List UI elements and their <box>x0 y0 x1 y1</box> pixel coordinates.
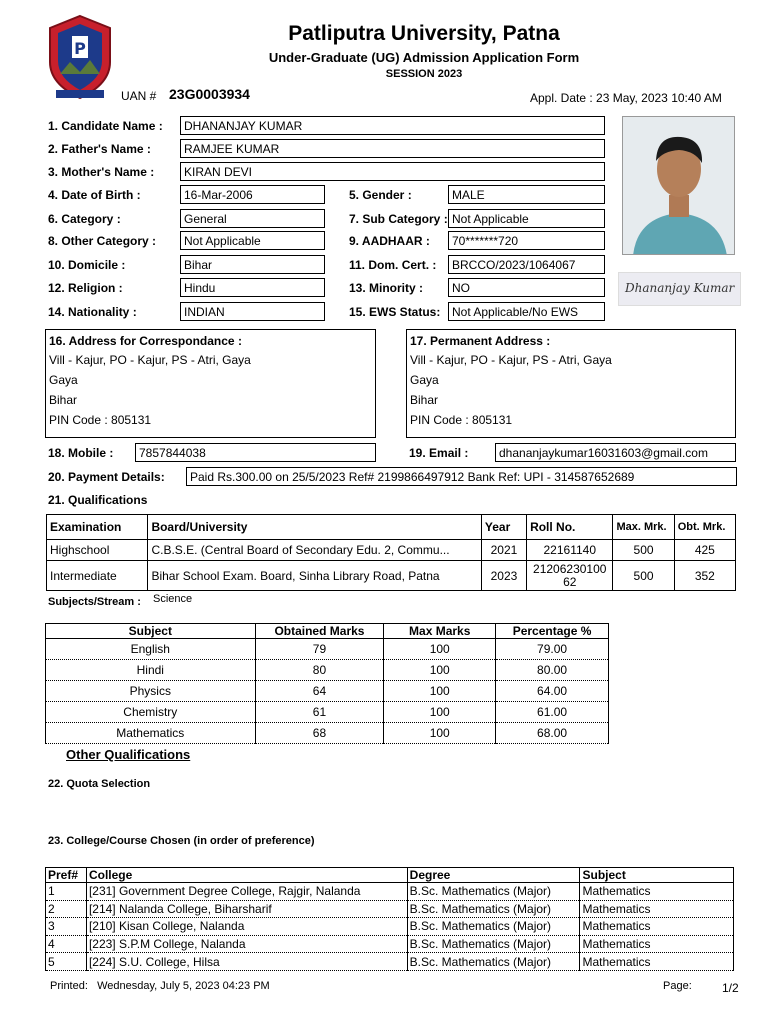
table-row <box>46 723 609 744</box>
college-cell: 2 <box>46 900 87 918</box>
page-number: 1/2 <box>722 981 739 995</box>
permanent-address-box <box>406 329 736 438</box>
subj-header-obtained: Obtained Marks <box>255 624 384 639</box>
subj-cell: 80.00 <box>496 660 609 681</box>
table-row <box>46 639 609 660</box>
subjects-header-row <box>46 624 609 639</box>
college-cell: B.Sc. Mathematics (Major) <box>407 900 580 918</box>
table-row <box>47 561 736 591</box>
college-cell: Mathematics <box>580 900 734 918</box>
college-cell: Mathematics <box>580 883 734 901</box>
other-category-value: Not Applicable <box>180 231 325 250</box>
gender-value: MALE <box>448 185 605 204</box>
subj-cell: 68.00 <box>496 723 609 744</box>
subj-cell: 100 <box>384 660 496 681</box>
page-label: Page: <box>663 980 692 992</box>
religion-value: Hindu <box>180 278 325 297</box>
qual-cell: 21206230100 62 <box>527 561 613 591</box>
college-cell: Mathematics <box>580 953 734 971</box>
college-cell: Mathematics <box>580 918 734 936</box>
subj-cell: 100 <box>384 639 496 660</box>
ews-label: 15. EWS Status: <box>349 305 441 319</box>
college-cell: B.Sc. Mathematics (Major) <box>407 883 580 901</box>
dom-cert-value: BRCCO/2023/1064067 <box>448 255 605 274</box>
nationality-value: INDIAN <box>180 302 325 321</box>
religion-label: 12. Religion : <box>48 281 123 295</box>
college-table <box>45 867 734 971</box>
college-cell: [214] Nalanda College, Biharsharif <box>86 900 407 918</box>
correspondence-line-2: Gaya <box>49 373 78 387</box>
email-value: dhananjaykumar16031603@gmail.com <box>495 443 736 462</box>
other-category-label: 8. Other Category : <box>48 234 157 248</box>
payment-value: Paid Rs.300.00 on 25/5/2023 Ref# 2199866497912 Bank Ref: UPI - 314587652689 <box>186 467 737 486</box>
qual-header-roll: Roll No. <box>527 515 613 540</box>
father-name-value: RAMJEE KUMAR <box>180 139 605 158</box>
college-header-subject: Subject <box>580 868 734 883</box>
subj-cell: 100 <box>384 723 496 744</box>
permanent-line-3: Bihar <box>410 393 439 407</box>
qual-cell: 352 <box>674 561 735 591</box>
correspondence-pin: PIN Code : 805131 <box>49 413 152 427</box>
application-date: Appl. Date : 23 May, 2023 10:40 AM <box>530 91 722 105</box>
college-cell: B.Sc. Mathematics (Major) <box>407 953 580 971</box>
subj-cell: 64 <box>255 681 384 702</box>
father-name-label: 2. Father's Name : <box>48 142 151 156</box>
gender-label: 5. Gender : <box>349 188 412 202</box>
qualifications-table <box>46 514 736 591</box>
dob-label: 4. Date of Birth : <box>48 188 141 202</box>
table-row <box>46 702 609 723</box>
other-qualifications-heading: Other Qualifications <box>66 747 191 762</box>
qual-header-examination: Examination <box>47 515 148 540</box>
stream-value: Science <box>153 593 193 605</box>
college-heading: 23. College/Course Chosen (in order of preference) <box>48 835 315 847</box>
minority-value: NO <box>448 278 605 297</box>
qual-cell: 22161140 <box>527 540 613 561</box>
college-cell: 1 <box>46 883 87 901</box>
signature-text: Dhananjay Kumar <box>625 281 735 295</box>
qualifications-heading: 21. Qualifications <box>48 493 148 507</box>
correspondence-line-3: Bihar <box>49 393 78 407</box>
candidate-name-label: 1. Candidate Name : <box>48 119 163 133</box>
subj-cell: 100 <box>384 702 496 723</box>
table-row <box>46 918 734 936</box>
subj-cell: 64.00 <box>496 681 609 702</box>
table-row <box>46 681 609 702</box>
qual-cell: Bihar School Exam. Board, Sinha Library Road, Patna <box>148 561 481 591</box>
subj-cell: 68 <box>255 723 384 744</box>
aadhaar-label: 9. AADHAAR : <box>349 234 430 248</box>
correspondence-address-box <box>45 329 376 438</box>
form-title: Under-Graduate (UG) Admission Application Form <box>268 50 580 65</box>
subj-cell: Mathematics <box>46 723 256 744</box>
nationality-label: 14. Nationality : <box>48 305 137 319</box>
subj-header-percentage: Percentage % <box>496 624 609 639</box>
signature-image <box>618 272 741 306</box>
qual-cell: 2023 <box>481 561 526 591</box>
table-row <box>46 900 734 918</box>
qual-cell: 425 <box>674 540 735 561</box>
uan-value: 23G0003934 <box>169 86 250 102</box>
qualifications-header-row <box>47 515 736 540</box>
svg-text:P: P <box>74 39 86 58</box>
university-title: Patliputra University, Patna <box>288 22 560 45</box>
permanent-pin: PIN Code : 805131 <box>410 413 513 427</box>
subj-cell: 80 <box>255 660 384 681</box>
mobile-label: 18. Mobile : <box>48 446 114 460</box>
qual-cell: 500 <box>613 540 674 561</box>
subj-cell: English <box>46 639 256 660</box>
qual-header-max: Max. Mrk. <box>613 515 674 540</box>
subj-cell: 79.00 <box>496 639 609 660</box>
correspondence-line-1: Vill - Kajur, PO - Kajur, PS - Atri, Gaya <box>49 353 251 367</box>
subj-header-subject: Subject <box>46 624 256 639</box>
minority-label: 13. Minority : <box>349 281 424 295</box>
printed-timestamp: Printed: Wednesday, July 5, 2023 04:23 PM <box>50 980 270 992</box>
subcategory-label: 7. Sub Category : <box>349 212 448 226</box>
correspondence-address-heading: 16. Address for Correspondance : <box>49 334 242 348</box>
subj-cell: 79 <box>255 639 384 660</box>
subjects-table <box>45 623 609 744</box>
college-header-college: College <box>86 868 407 883</box>
college-header-degree: Degree <box>407 868 580 883</box>
dob-value: 16-Mar-2006 <box>180 185 325 204</box>
qual-header-board: Board/University <box>148 515 481 540</box>
college-cell: B.Sc. Mathematics (Major) <box>407 918 580 936</box>
quota-heading: 22. Quota Selection <box>48 778 151 790</box>
mother-name-label: 3. Mother's Name : <box>48 165 155 179</box>
mobile-value: 7857844038 <box>135 443 376 462</box>
email-label: 19. Email : <box>409 446 469 460</box>
college-cell: [210] Kisan College, Nalanda <box>86 918 407 936</box>
stream-label: Subjects/Stream : <box>48 596 141 608</box>
college-cell: 4 <box>46 935 87 953</box>
subj-cell: 61.00 <box>496 702 609 723</box>
qual-cell: Intermediate <box>47 561 148 591</box>
dom-cert-label: 11. Dom. Cert. : <box>349 258 437 272</box>
aadhaar-value: 70*******720 <box>448 231 605 250</box>
subcategory-value: Not Applicable <box>448 209 605 228</box>
table-row <box>47 540 736 561</box>
table-row <box>46 883 734 901</box>
candidate-name-value: DHANANJAY KUMAR <box>180 116 605 135</box>
college-cell: [231] Government Degree College, Rajgir, Nalanda <box>86 883 407 901</box>
permanent-line-2: Gaya <box>410 373 439 387</box>
college-cell: 5 <box>46 953 87 971</box>
subj-header-max: Max Marks <box>384 624 496 639</box>
subj-cell: Chemistry <box>46 702 256 723</box>
subj-cell: 100 <box>384 681 496 702</box>
category-value: General <box>180 209 325 228</box>
college-cell: [223] S.P.M College, Nalanda <box>86 935 407 953</box>
qual-cell: Highschool <box>47 540 148 561</box>
college-cell: B.Sc. Mathematics (Major) <box>407 935 580 953</box>
table-row <box>46 660 609 681</box>
college-cell: 3 <box>46 918 87 936</box>
qual-header-year: Year <box>481 515 526 540</box>
domicile-label: 10. Domicile : <box>48 258 126 272</box>
mother-name-value: KIRAN DEVI <box>180 162 605 181</box>
college-header-pref: Pref# <box>46 868 87 883</box>
permanent-line-1: Vill - Kajur, PO - Kajur, PS - Atri, Gaya <box>410 353 612 367</box>
uan-label: UAN # <box>121 89 157 103</box>
college-cell: [224] S.U. College, Hilsa <box>86 953 407 971</box>
qual-cell: 500 <box>613 561 674 591</box>
subj-cell: Hindi <box>46 660 256 681</box>
college-header-row <box>46 868 734 883</box>
payment-label: 20. Payment Details: <box>48 470 165 484</box>
session-label: SESSION 2023 <box>385 68 463 80</box>
college-cell: Mathematics <box>580 935 734 953</box>
subj-cell: Physics <box>46 681 256 702</box>
qual-cell: C.B.S.E. (Central Board of Secondary Edu. 2, Commu... <box>148 540 481 561</box>
domicile-value: Bihar <box>180 255 325 274</box>
candidate-photo <box>622 116 735 255</box>
subj-cell: 61 <box>255 702 384 723</box>
category-label: 6. Category : <box>48 212 121 226</box>
table-row <box>46 935 734 953</box>
qual-cell: 2021 <box>481 540 526 561</box>
permanent-address-heading: 17. Permanent Address : <box>410 334 551 348</box>
table-row <box>46 953 734 971</box>
qual-header-obt: Obt. Mrk. <box>674 515 735 540</box>
ews-value: Not Applicable/No EWS <box>448 302 605 321</box>
